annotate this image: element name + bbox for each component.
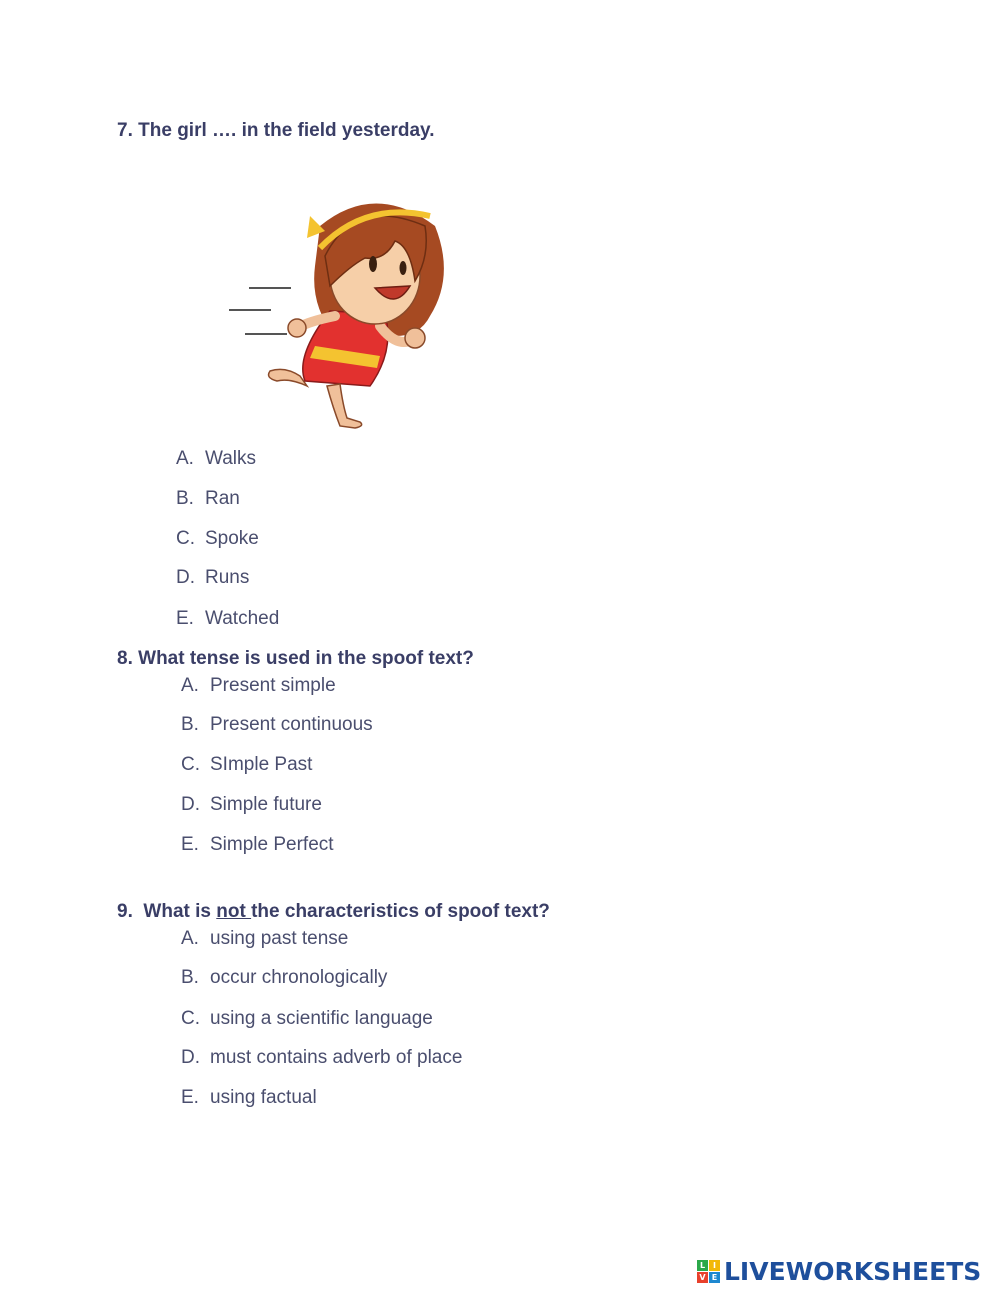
question-7-option-e[interactable] [176,608,279,630]
option-text: Present continuous [210,714,373,735]
question-8-title [117,648,474,670]
question-text-after: the characteristics of spoof text? [251,901,550,922]
liveworksheets-logo[interactable] [697,1254,981,1288]
question-8-option-d[interactable] [181,794,322,816]
option-text: Simple Perfect [210,834,334,855]
question-9-option-d[interactable] [181,1047,462,1069]
option-letter: C. [181,754,200,775]
option-text: using a scientific language [210,1008,433,1029]
logo-blocks-icon [697,1260,720,1283]
question-number: 7. [117,120,133,141]
option-letter: B. [181,967,199,988]
option-letter: A. [181,675,199,696]
option-text: must contains adverb of place [210,1047,463,1068]
question-7-option-d[interactable] [176,567,249,589]
question-text: What tense is used in the spoof text? [138,648,474,669]
option-letter: C. [181,1008,200,1029]
question-8-option-b[interactable] [181,714,373,736]
question-7-title [117,120,434,142]
question-text: The girl …. in the field yesterday. [138,120,435,141]
option-text: occur chronologically [210,967,388,988]
running-girl-illustration [225,186,455,431]
option-letter: E. [176,608,194,629]
option-letter: D. [181,794,200,815]
logo-block: I [709,1260,720,1271]
question-number: 9. [117,901,133,922]
option-text: Walks [205,448,257,469]
logo-block: E [709,1272,720,1283]
option-letter: D. [181,1047,200,1068]
question-9-option-b[interactable] [181,967,387,989]
question-8-option-e[interactable] [181,834,334,856]
logo-block: V [697,1272,708,1283]
option-letter: E. [181,1087,199,1108]
option-text: using past tense [210,928,349,949]
option-letter: A. [176,448,194,469]
option-text: Spoke [205,528,259,549]
option-text: Runs [205,567,250,588]
question-7-option-b[interactable] [176,488,240,510]
option-letter: B. [181,714,199,735]
option-letter: E. [181,834,199,855]
option-text: Present simple [210,675,336,696]
question-text-before: What is [143,901,217,922]
option-text: SImple Past [210,754,313,775]
option-text: Simple future [210,794,322,815]
question-7-option-c[interactable] [176,528,259,550]
option-letter: B. [176,488,194,509]
option-letter: A. [181,928,199,949]
option-letter: C. [176,528,195,549]
question-9-option-e[interactable] [181,1087,317,1109]
question-9-option-a[interactable] [181,928,348,950]
option-text: Ran [205,488,240,509]
question-8-option-a[interactable] [181,675,336,697]
option-text: using factual [210,1087,317,1108]
logo-block: L [697,1260,708,1271]
question-8-option-c[interactable] [181,754,312,776]
question-text-underlined: not [216,901,252,922]
option-letter: D. [176,567,195,588]
question-7-option-a[interactable] [176,448,256,470]
question-9-option-c[interactable] [181,1008,433,1030]
question-number: 8. [117,648,133,669]
option-text: Watched [205,608,280,629]
logo-wordmark: LIVEWORKSHEETS [724,1256,982,1286]
question-9-title [117,901,550,923]
